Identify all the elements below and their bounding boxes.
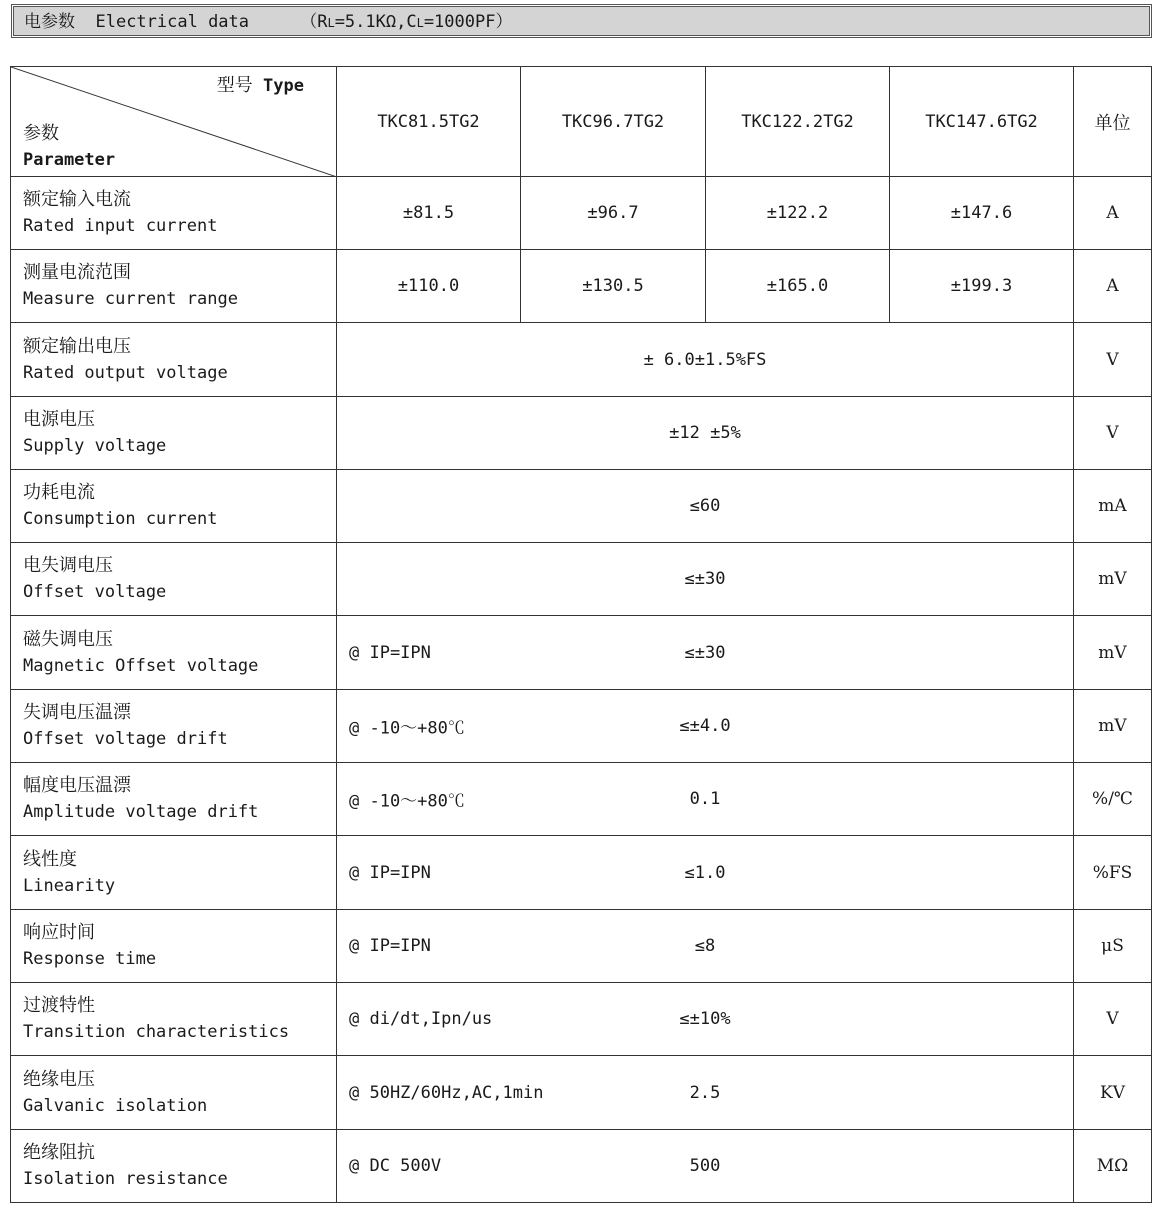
unit-cell: MΩ — [1074, 1130, 1152, 1203]
merged-value-cell — [337, 690, 1074, 763]
parameter-name-en: Response time — [23, 949, 157, 969]
parameter-name-cn: 磁失调电压 — [23, 628, 113, 650]
parameter-cell — [11, 910, 337, 983]
value-text: ≤±4.0 — [679, 716, 731, 736]
header-parameter-label: 参数 Parameter — [23, 123, 116, 170]
parameter-name-cn: 绝缘电压 — [23, 1068, 95, 1090]
parameter-name-cn: 响应时间 — [23, 922, 95, 943]
unit-header: 单位 — [1074, 67, 1152, 177]
table-row — [11, 763, 1152, 836]
value-text: 0.1 — [689, 789, 721, 809]
unit-cell: mA — [1074, 470, 1152, 543]
value-cell: ±110.0 — [337, 250, 521, 323]
condition-text: @ -10～+80℃ — [349, 791, 465, 812]
value-text: ≤1.0 — [684, 862, 726, 883]
parameter-name-cn: 绝缘阻抗 — [23, 1142, 95, 1163]
unit-cell: mV — [1074, 543, 1152, 616]
parameter-name-en: Supply voltage — [23, 436, 167, 456]
unit-cell: V — [1074, 397, 1152, 470]
header-row — [11, 67, 1152, 177]
condition-text: @ -10～+80℃ — [349, 718, 465, 739]
parameter-name-en: Isolation resistance — [23, 1169, 228, 1189]
value-cell: ±81.5 — [337, 177, 521, 250]
table-row — [11, 983, 1152, 1056]
model-header: TKC122.2TG2 — [706, 67, 890, 177]
merged-value-cell — [337, 836, 1074, 910]
parameter-cell — [11, 763, 337, 836]
unit-cell: %FS — [1074, 836, 1152, 910]
merged-value-cell — [337, 910, 1074, 983]
parameter-name-en: Galvanic isolation — [23, 1095, 208, 1116]
parameter-cell — [11, 323, 337, 397]
merged-value-cell — [337, 616, 1074, 690]
parameter-name-en: Rated input current — [23, 216, 218, 236]
unit-cell: mV — [1074, 616, 1152, 690]
unit-cell: KV — [1074, 1056, 1152, 1130]
parameter-cell — [11, 543, 337, 616]
model-header: TKC96.7TG2 — [521, 67, 706, 177]
parameter-name-cn: 幅度电压温漂 — [23, 775, 131, 796]
parameter-name-en: Measure current range — [23, 289, 238, 309]
table-row — [11, 470, 1152, 543]
model-header: TKC81.5TG2 — [337, 67, 521, 177]
table-row — [11, 1056, 1152, 1130]
table-row — [11, 616, 1152, 690]
condition-text: @ DC 500V — [349, 1156, 442, 1176]
merged-value-cell — [337, 543, 1074, 616]
header-diagonal-cell — [11, 67, 337, 177]
parameter-name-cn: 额定输出电压 — [23, 335, 131, 357]
parameter-cell — [11, 616, 337, 690]
parameter-cell — [11, 177, 337, 250]
title-cn: 电参数 — [24, 12, 75, 32]
parameter-name-en: Transition characteristics — [23, 1022, 290, 1042]
parameter-cell — [11, 1056, 337, 1130]
parameter-name-cn: 线性度 — [23, 848, 77, 870]
unit-cell: V — [1074, 323, 1152, 397]
parameter-name-en: Rated output voltage — [23, 362, 228, 383]
parameter-name-cn: 测量电流范围 — [23, 262, 131, 283]
value-cell: ±165.0 — [706, 250, 890, 323]
parameter-cell — [11, 983, 337, 1056]
value-text: ≤±30 — [684, 569, 726, 589]
parameter-cell — [11, 836, 337, 910]
parameter-name-cn: 额定输入电流 — [23, 189, 131, 210]
merged-value-cell — [337, 397, 1074, 470]
table-row — [11, 323, 1152, 397]
value-cell: ±130.5 — [521, 250, 706, 323]
value-text: ≤±30 — [684, 642, 726, 663]
table-row — [11, 397, 1152, 470]
value-text: ≤±10% — [679, 1009, 731, 1029]
parameter-name-en: Offset voltage drift — [23, 729, 228, 749]
parameter-name-en: Magnetic Offset voltage — [23, 655, 259, 676]
table-row — [11, 250, 1152, 323]
parameter-cell — [11, 690, 337, 763]
merged-value-cell — [337, 983, 1074, 1056]
merged-value-cell — [337, 1130, 1074, 1203]
parameter-name-cn: 过渡特性 — [23, 995, 95, 1016]
parameter-name-cn: 失调电压温漂 — [23, 702, 131, 723]
merged-value-cell — [337, 470, 1074, 543]
parameter-cell — [11, 250, 337, 323]
value-text: 500 — [689, 1156, 721, 1176]
parameter-name-cn: 电源电压 — [23, 409, 95, 430]
section-title-bar — [13, 6, 1150, 36]
unit-cell: μS — [1074, 910, 1152, 983]
parameter-name-cn: 电失调电压 — [23, 555, 113, 576]
model-header: TKC147.6TG2 — [890, 67, 1074, 177]
value-cell: ±122.2 — [706, 177, 890, 250]
parameter-cell — [11, 397, 337, 470]
merged-value-cell — [337, 323, 1074, 397]
title-conditions: （RL=5.1KΩ,CL=1000PF） — [300, 12, 513, 32]
parameter-cell — [11, 470, 337, 543]
table-row — [11, 690, 1152, 763]
table-row — [11, 1130, 1152, 1203]
unit-cell: V — [1074, 983, 1152, 1056]
value-text: ± 6.0±1.5%FS — [643, 349, 767, 370]
table-row — [11, 836, 1152, 910]
parameter-name-cn: 功耗电流 — [23, 482, 95, 503]
parameter-name-en: Linearity — [23, 875, 116, 896]
parameter-cell — [11, 1130, 337, 1203]
condition-text: @ IP=IPN — [349, 862, 431, 883]
unit-cell: %/℃ — [1074, 763, 1152, 836]
condition-text: @ IP=IPN — [349, 936, 431, 956]
merged-value-cell — [337, 763, 1074, 836]
unit-cell: A — [1074, 250, 1152, 323]
parameter-name-en: Offset voltage — [23, 582, 167, 602]
merged-value-cell — [337, 1056, 1074, 1130]
table-row — [11, 543, 1152, 616]
value-text: ±12 ±5% — [669, 423, 741, 443]
value-cell: ±199.3 — [890, 250, 1074, 323]
table-row — [11, 177, 1152, 250]
unit-cell: mV — [1074, 690, 1152, 763]
value-cell: ±147.6 — [890, 177, 1074, 250]
unit-cell: A — [1074, 177, 1152, 250]
value-text: 2.5 — [689, 1082, 721, 1103]
value-text: ≤60 — [689, 496, 721, 516]
parameter-name-en: Consumption current — [23, 509, 218, 529]
electrical-data-table — [10, 66, 1152, 1203]
condition-text: @ di/dt,Ipn/us — [349, 1009, 493, 1029]
value-text: ≤8 — [694, 936, 716, 956]
condition-text: @ 50HZ/60Hz,AC,1min — [349, 1082, 544, 1103]
table-row — [11, 910, 1152, 983]
value-cell: ±96.7 — [521, 177, 706, 250]
title-en: Electrical data — [95, 12, 250, 32]
header-type-label: 型号 Type — [216, 75, 304, 96]
condition-text: @ IP=IPN — [349, 642, 431, 663]
parameter-name-en: Amplitude voltage drift — [23, 802, 259, 822]
